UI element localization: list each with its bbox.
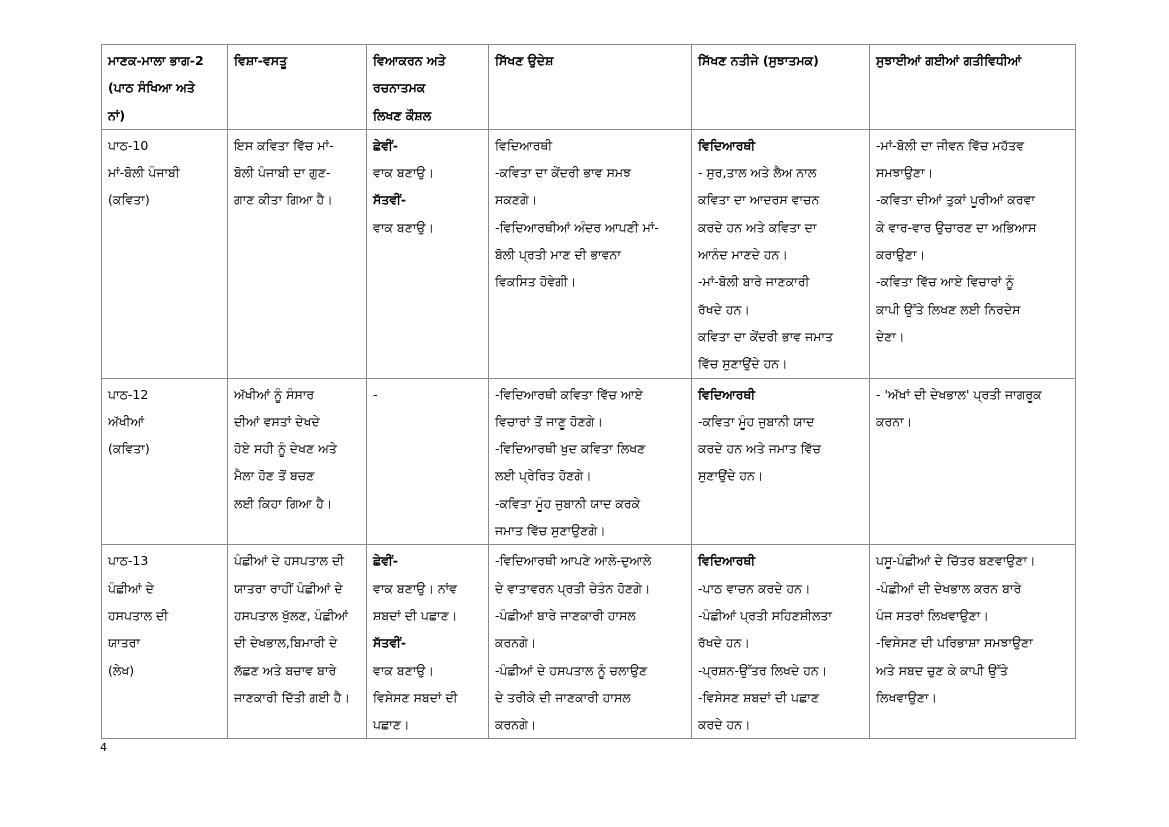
- text-line: ਦੀਆਂ ਵਸਤਾਂ ਦੇਖਦੇ: [234, 413, 320, 429]
- text-line: ਕਵਿਤਾ ਦਾ ਕੇਂਦਰੀ ਭਾਵ ਜਮਾਤ: [698, 328, 834, 344]
- text-line: ਪੰਛੀਆਂ ਦੇ: [108, 580, 154, 596]
- text-line: -ਮਾਂ-ਬੋਲੀ ਦਾ ਜੀਵਨ ਵਿੱਚ ਮਹੱਤਵ: [876, 137, 1025, 153]
- text-line: ਵਿਆਕਰਨ ਅਤੇ: [373, 53, 446, 68]
- grammar-cell: [367, 545, 489, 739]
- text-line: ਵਿੱਚ ਸੁਣਾਉਂਦੇ ਹਨ।: [698, 356, 788, 372]
- text-line: ਰਚਨਾਤਮਕ: [373, 80, 426, 96]
- class-label: ਵਿਦਿਆਰਥੀ: [698, 137, 756, 153]
- text-line: ਬੋਲੀ ਪੰਜਾਬੀ ਦਾ ਗੁਣ-: [234, 165, 331, 181]
- class-label: ਵਿਦਿਆਰਥੀ: [698, 553, 756, 569]
- text-line: -ਵਿਦਿਆਰਥੀ ਆਪਣੇ ਆਲੇ-ਦੁਆਲੇ: [495, 553, 652, 569]
- text-line: ਸ਼ਬਦਾਂ ਦੀ ਪਛਾਣ।: [373, 607, 458, 623]
- header-grammar: [367, 45, 489, 130]
- class-label: ਵਿਦਿਆਰਥੀ: [698, 386, 756, 402]
- text-line: -ਕਵਿਤਾ ਮੂੰਹ ਜੁਬਾਨੀ ਯਾਦ: [698, 413, 815, 429]
- text-line: ਹੋਏ ਸਹੀ ਨੂੰ ਦੇਖਣ ਅਤੇ: [234, 441, 337, 457]
- page-number: 4: [100, 741, 107, 754]
- text-line: (ਕਵਿਤਾ): [108, 441, 150, 457]
- text-line: ਕਾਪੀ ਉੱਤੇ ਲਿਖਣ ਲਈ ਨਿਰਦੇਸ: [876, 301, 1021, 317]
- text-line: ਸਕਣਗੇ।: [495, 192, 538, 208]
- text-line: -ਕਵਿਤਾ ਮੂੰਹ ਜੁਬਾਨੀ ਯਾਦ ਕਰਕੇ: [495, 495, 641, 511]
- text-line: ਮਾਂ-ਬੋਲੀ ਪੰਜਾਬੀ: [108, 165, 180, 181]
- text-line: (ਲੇਖ): [108, 662, 135, 678]
- text-line: -: [373, 386, 378, 402]
- header-objectives: [489, 45, 692, 130]
- text-line: ਕਰਨਗੇ।: [495, 635, 537, 651]
- text-line: ਲਿਖਣ ਕੌਸ਼ਲ: [373, 107, 432, 123]
- text-line: -ਕਵਿਤਾ ਦੀਆਂ ਤੁਕਾਂ ਪੂਰੀਆਂ ਕਰਵਾ: [876, 192, 1035, 208]
- outcomes-cell: [692, 378, 870, 545]
- text-line: ਮਾਣਕ-ਮਾਲਾ ਭਾਗ-2: [108, 53, 204, 68]
- text-line: ਪਾਠ-12: [108, 386, 149, 402]
- text-line: ਵਿਚਾਰਾਂ ਤੋਂ ਜਾਣੂ ਹੋਣਗੇ।: [495, 413, 603, 429]
- text-line: ਵਿਦਿਆਰਥੀ: [495, 137, 553, 153]
- text-line: ਗਾਣ ਕੀਤਾ ਗਿਆ ਹੈ।: [234, 192, 333, 208]
- header-outcomes: [692, 45, 870, 130]
- activities-cell: [870, 378, 1076, 545]
- outcomes-cell: [692, 129, 870, 378]
- text-line: ਯਾਤਰਾ: [108, 635, 141, 651]
- activities-cell: [870, 129, 1076, 378]
- text-line: ਸਿੱਖਣ ਨਤੀਜੇ (ਸੁਝਾਤਮਕ): [698, 53, 819, 68]
- text-line: -ਪੰਛੀਆਂ ਦੇ ਹਸਪਤਾਲ ਨੂੰ ਚਲਾਉਣ: [495, 662, 648, 678]
- header-activities: [870, 45, 1076, 130]
- text-line: ਅੱਖੀਆਂ: [108, 413, 145, 429]
- class-label: ਛੇਵੀਂ-: [373, 137, 398, 153]
- text-line: - ਸੁਰ,ਤਾਲ ਅਤੇ ਲੈਅ ਨਾਲ: [698, 165, 817, 181]
- text-line: -ਪ੍ਰਸ਼ਨ-ਉੱਤਰ ਲਿਖਦੇ ਹਨ।: [698, 662, 828, 678]
- text-line: ਲਈ ਕਿਹਾ ਗਿਆ ਹੈ।: [234, 495, 333, 511]
- text-line: ਮੈਲਾ ਹੋਣ ਤੋਂ ਬਚਣ: [234, 468, 315, 484]
- outcomes-cell: [692, 545, 870, 739]
- text-line: ਵਾਕ ਬਣਾਉ।: [373, 165, 434, 181]
- text-line: ਆਨੰਦ ਮਾਣਦੇ ਹਨ।: [698, 247, 788, 263]
- text-line: (ਕਵਿਤਾ): [108, 192, 150, 208]
- text-line: -ਵਿਦਿਆਰਥੀ ਕਵਿਤਾ ਵਿੱਚ ਆਏ: [495, 386, 643, 402]
- table-row: [102, 545, 1076, 739]
- content-cell: [228, 129, 367, 378]
- text-line: ਇਸ ਕਵਿਤਾ ਵਿੱਚ ਮਾਂ-: [234, 137, 334, 153]
- text-line: ਰੱਖਦੇ ਹਨ।: [698, 635, 750, 651]
- text-line: ਸੁਣਾਉਂਦੇ ਹਨ।: [698, 468, 764, 484]
- text-line: ਵਾਕ ਬਣਾਉ। ਨਾਂਵ: [373, 580, 458, 596]
- objectives-cell: [489, 545, 692, 739]
- text-line: -ਪੰਛੀਆਂ ਪ੍ਰਤੀ ਸਹਿਣਸ਼ੀਲਤਾ: [698, 607, 832, 623]
- objectives-cell: [489, 378, 692, 545]
- text-line: - 'ਅੱਖਾਂ ਦੀ ਦੇਖਭਾਲ' ਪ੍ਰਤੀ ਜਾਗਰੂਕ: [876, 386, 1042, 402]
- text-line: ਲੱਛਣ ਅਤੇ ਬਚਾਵ ਬਾਰੇ: [234, 662, 337, 678]
- text-line: (ਪਾਠ ਸੰਖਿਆ ਅਤੇ: [108, 80, 195, 96]
- header-lesson: [102, 45, 228, 130]
- header-row: [102, 45, 1076, 130]
- text-line: ਪਛਾਣ।: [373, 717, 410, 733]
- text-line: -ਪਾਠ ਵਾਚਨ ਕਰਦੇ ਹਨ।: [698, 580, 811, 596]
- text-line: ਵਿਕਸਿਤ ਹੋਵੇਗੀ।: [495, 274, 577, 290]
- lesson-cell: [102, 545, 228, 739]
- class-label: ਸੱਤਵੀਂ-: [373, 635, 407, 651]
- text-line: -ਪੰਛੀਆਂ ਦੀ ਦੇਖਭਾਲ ਕਰਨ ਬਾਰੇ: [876, 580, 1022, 596]
- text-line: ਬੋਲੀ ਪ੍ਰਤੀ ਮਾਣ ਦੀ ਭਾਵਨਾ: [495, 247, 621, 263]
- text-line: ਜਮਾਤ ਵਿੱਚ ਸੁਣਾਉਣਗੇ।: [495, 523, 606, 539]
- text-line: ਲਿਖਵਾਉਣਾ।: [876, 689, 937, 705]
- text-line: -ਵਿਸੇਸਣ ਦੀ ਪਰਿਭਾਸ਼ਾ ਸਮਝਾਉਣਾ: [876, 635, 1033, 651]
- lesson-cell: [102, 129, 228, 378]
- text-line: ਪਸੂ-ਪੰਛੀਆਂ ਦੇ ਚਿੱਤਰ ਬਣਵਾਉਣਾ।: [876, 553, 1036, 569]
- text-line: ਕਰਨਗੇ।: [495, 717, 537, 733]
- text-line: -ਕਵਿਤਾ ਦਾ ਕੇਂਦਰੀ ਭਾਵ ਸਮਝ: [495, 165, 631, 181]
- text-line: ਨਾਂ): [108, 107, 126, 123]
- text-line: ਜਾਣਕਾਰੀ ਦਿੱਤੀ ਗਈ ਹੈ।: [234, 689, 350, 705]
- text-line: ਪਾਠ-13: [108, 553, 149, 569]
- text-line: ਪੰਜ ਸਤਰਾਂ ਲਿਖਵਾਉਣਾ।: [876, 607, 989, 623]
- class-label: ਛੇਵੀਂ-: [373, 553, 398, 569]
- text-line: -ਵਿਸੇਸਣ ਸ਼ਬਦਾਂ ਦੀ ਪਛਾਣ: [698, 689, 820, 705]
- text-line: ਲਈ ਪ੍ਰੇਰਿਤ ਹੋਣਗੇ।: [495, 468, 592, 484]
- syllabus-table: [101, 44, 1076, 739]
- objectives-cell: [489, 129, 692, 378]
- text-line: ਸੁਝਾਈਆਂ ਗਈਆਂ ਗਤੀਵਿਧੀਆਂ: [876, 53, 1022, 68]
- grammar-cell: [367, 378, 489, 545]
- text-line: ਕਰਦੇ ਹਨ ਅਤੇ ਜਮਾਤ ਵਿੱਚ: [698, 441, 821, 457]
- text-line: ਅਤੇ ਸਬਦ ਚੁਣ ਕੇ ਕਾਪੀ ਉੱਤੇ: [876, 662, 1008, 678]
- text-line: ਦੇਣਾ।: [876, 328, 905, 344]
- text-line: ਕਰਨਾ।: [876, 413, 913, 429]
- activities-cell: [870, 545, 1076, 739]
- text-line: ਹਸਪਤਾਲ ਦੀ: [108, 607, 169, 623]
- header-content: [228, 45, 367, 130]
- class-label: ਸੱਤਵੀਂ-: [373, 192, 407, 208]
- text-line: ਵਾਕ ਬਣਾਉ।: [373, 662, 434, 678]
- text-line: ਸਿੱਖਣ ਉਦੇਸ਼: [495, 53, 554, 68]
- text-line: -ਕਵਿਤਾ ਵਿੱਚ ਆਏ ਵਿਚਾਰਾਂ ਨੂੰ: [876, 274, 1014, 290]
- text-line: ਸਮਝਾਉਣਾ।: [876, 165, 934, 181]
- text-line: ਕੇ ਵਾਰ-ਵਾਰ ਉਚਾਰਣ ਦਾ ਅਭਿਆਸ: [876, 219, 1037, 235]
- content-cell: [228, 545, 367, 739]
- text-line: ਕਰਦੇ ਹਨ ਅਤੇ ਕਵਿਤਾ ਦਾ: [698, 219, 817, 235]
- text-line: -ਪੰਛੀਆਂ ਬਾਰੇ ਜਾਣਕਾਰੀ ਹਾਸਲ: [495, 607, 636, 623]
- text-line: ਕਵਿਤਾ ਦਾ ਆਦਰਸ ਵਾਚਨ: [698, 192, 820, 208]
- text-line: ਕਰਦੇ ਹਨ।: [698, 717, 751, 733]
- grammar-cell: [367, 129, 489, 378]
- text-line: ਕਰਾਉਣਾ।: [876, 247, 926, 263]
- text-line: ਵਿਸ਼ਾ-ਵਸਤੂ: [234, 53, 288, 68]
- table-row: [102, 129, 1076, 378]
- text-line: -ਮਾਂ-ਬੋਲੀ ਬਾਰੇ ਜਾਣਕਾਰੀ: [698, 274, 810, 290]
- text-line: ਵਿਸੇਸਣ ਸਬਦਾਂ ਦੀ: [373, 689, 458, 705]
- text-line: ਅੱਖੀਆਂ ਨੂੰ ਸੰਸਾਰ: [234, 386, 315, 402]
- lesson-cell: [102, 378, 228, 545]
- text-line: -ਵਿਦਿਆਰਥੀਆਂ ਅੰਦਰ ਆਪਣੀ ਮਾਂ-: [495, 219, 659, 235]
- text-line: ਪਾਠ-10: [108, 137, 149, 153]
- text-line: ਰੱਖਦੇ ਹਨ।: [698, 301, 750, 317]
- text-line: ਦੇ ਤਰੀਕੇ ਦੀ ਜਾਣਕਾਰੀ ਹਾਸਲ: [495, 689, 631, 705]
- table-row: [102, 378, 1076, 545]
- text-line: ਹਸਪਤਾਲ ਖੁੱਲਣ, ਪੰਛੀਆਂ: [234, 607, 349, 623]
- text-line: ਪੰਛੀਆਂ ਦੇ ਹਸਪਤਾਲ ਦੀ: [234, 553, 344, 569]
- text-line: ਯਾਤਰਾ ਰਾਹੀਂ ਪੰਛੀਆਂ ਦੇ: [234, 580, 343, 596]
- content-cell: [228, 378, 367, 545]
- text-line: ਦੇ ਵਾਤਾਵਰਨ ਪ੍ਰਤੀ ਚੇਤੰਨ ਹੋਣਗੇ।: [495, 580, 651, 596]
- text-line: ਦੀ ਦੇਖਭਾਲ,ਬਿਮਾਰੀ ਦੇ: [234, 635, 338, 651]
- text-line: -ਵਿਦਿਆਰਥੀ ਖੁਦ ਕਵਿਤਾ ਲਿਖਣ: [495, 441, 646, 457]
- text-line: ਵਾਕ ਬਣਾਉ।: [373, 219, 434, 235]
